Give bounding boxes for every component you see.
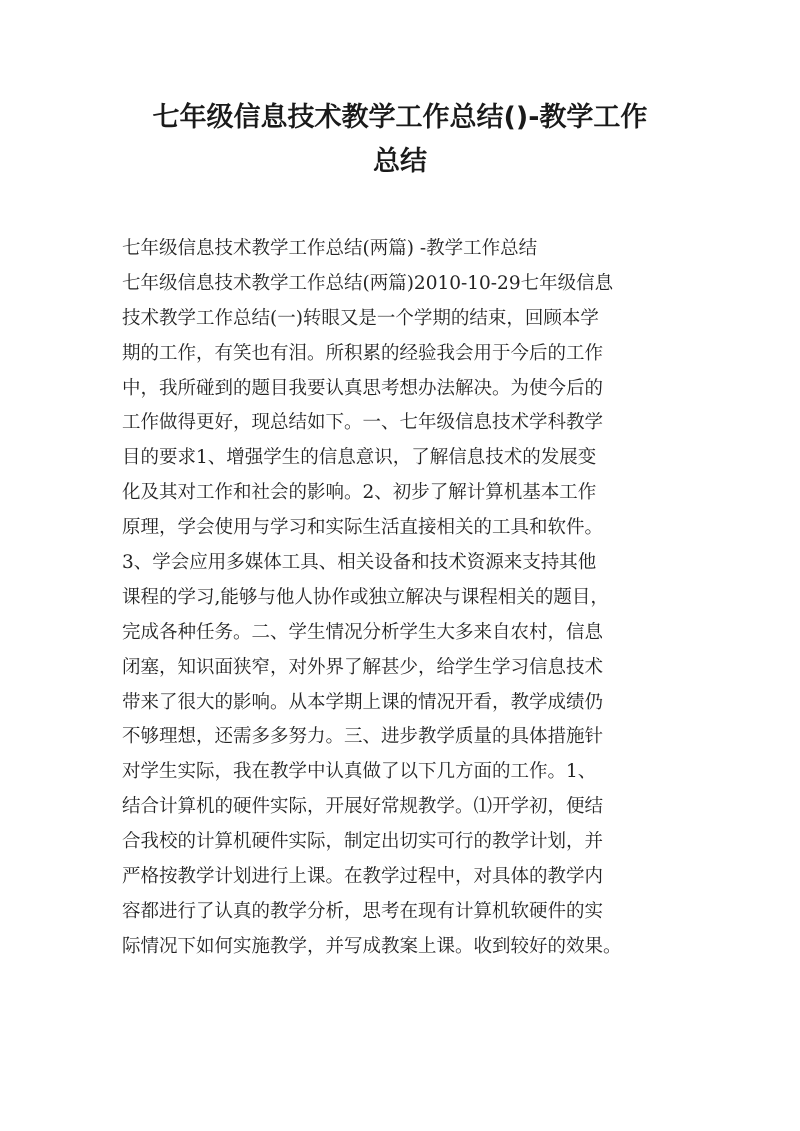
body-line: 闭塞，知识面狭窄，对外界了解甚少，给学生学习信息技术 xyxy=(122,656,604,678)
document-body xyxy=(122,232,692,965)
body-line: 际情况下如何实施教学，并写成教案上课。收到较好的效果。 xyxy=(122,935,622,957)
subtitle-line: 七年级信息技术教学工作总结(两篇) -教学工作总结 xyxy=(122,238,538,259)
title-line-1: 七年级信息技术教学工作总结()-教学工作 xyxy=(152,102,648,133)
title-line-2: 总结 xyxy=(373,146,427,177)
body-line: 不够理想，还需多多努力。三、进步教学质量的具体措施针 xyxy=(122,726,604,748)
body-line: 合我校的计算机硬件实际，制定出切实可行的教学计划，并 xyxy=(122,831,604,853)
body-line: 目的要求1、增强学生的信息意识，了解信息技术的发展变 xyxy=(122,447,597,469)
body-line: 完成各种任务。二、学生情况分析学生大多来自农村，信息 xyxy=(122,621,604,643)
body-line: 结合计算机的硬件实际，开展好常规教学。⑴开学初，便结 xyxy=(122,796,604,818)
body-line: 期的工作，有笑也有泪。所积累的经验我会用于今后的工作 xyxy=(122,342,604,364)
body-line: 技术教学工作总结(一)转眼又是一个学期的结束，回顾本学 xyxy=(122,307,599,329)
body-line: 原理，学会使用与学习和实际生活直接相关的工具和软件。 xyxy=(122,517,604,539)
body-line: 容都进行了认真的教学分析，思考在现有计算机软硬件的实 xyxy=(122,900,604,922)
body-line: 七年级信息技术教学工作总结(两篇)2010-10-29七年级信息 xyxy=(122,272,614,294)
body-line: 化及其对工作和社会的影响。2、初步了解计算机基本工作 xyxy=(122,482,597,504)
body-line: 带来了很大的影响。从本学期上课的情况开看，教学成绩仍 xyxy=(122,691,604,713)
body-line: 严格按教学计划进行上课。在教学过程中，对具体的教学内 xyxy=(122,866,604,888)
body-line: 中，我所碰到的题目我要认真思考想办法解决。为使今后的 xyxy=(122,377,604,399)
body-line: 对学生实际，我在教学中认真做了以下几方面的工作。1、 xyxy=(122,761,597,783)
document-title xyxy=(100,96,700,184)
body-line: 3、学会应用多媒体工具、相关设备和技术资源来支持其他 xyxy=(122,552,597,574)
body-line: 课程的学习,能够与他人协作或独立解决与课程相关的题目， xyxy=(122,586,609,608)
body-line: 工作做得更好，现总结如下。一、七年级信息技术学科教学 xyxy=(122,412,604,434)
